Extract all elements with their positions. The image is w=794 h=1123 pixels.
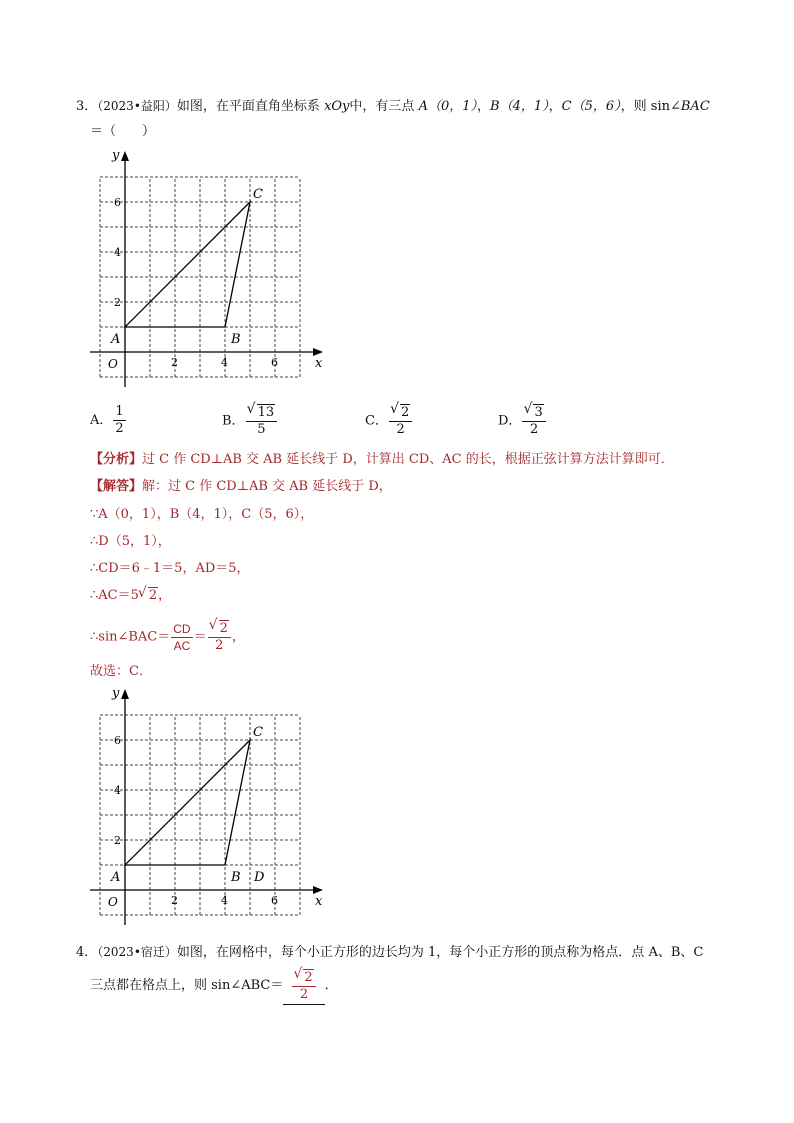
step4-post: ， [158,588,172,603]
step5-radicand: 2 [219,621,228,636]
step5-post: ， [231,629,245,645]
q3-stem-text2: 中，有三点 [349,99,415,114]
analysis-text: 过 C 作 CD⊥AB 交 AB 延长线于 D，计算出 CD、AC 的长，根据正弦计算方法计算即可． [142,452,674,467]
q4-text-end: ． [324,978,338,993]
solution-head: 解：过 C 作 CD⊥AB 交 AB 延长线于 D， [142,479,392,494]
y-tick-label-2: 2 [114,296,121,309]
step5-fraction-num: CD [173,621,191,636]
option-a-fraction [113,404,125,437]
y-axis-label: y [112,148,120,163]
q3-axes-name: xOy [324,99,350,114]
option-a-label: A． [90,413,113,428]
point-d-label: D [254,870,265,885]
origin-label: O [108,895,118,909]
option-c-radicand: 2 [400,405,410,420]
step5-fraction-den: AC [173,638,191,653]
triangle-abc [125,740,250,865]
option-d-den: 2 [529,422,539,437]
coordinate-graph-2 [88,683,328,928]
option-d[interactable] [498,404,547,438]
solution-step-1: ∵A（0，1），B（4，1），C（5，6）， [90,507,314,522]
solution-line [90,477,392,497]
x-tick-label-2: 2 [171,356,178,369]
point-b-label: B [231,332,241,347]
step4-pre: ∴AC＝5 [90,588,139,603]
option-c-fraction [389,404,412,438]
x-tick-label-2: 2 [171,894,178,907]
step5-eq: ＝ [193,629,207,645]
solution-tag: 【解答】 [90,479,143,494]
x-tick-label-6: 6 [271,356,278,369]
x-tick-label-6: 6 [271,894,278,907]
option-a[interactable] [90,404,127,437]
option-b-radicand: 13 [257,405,275,420]
q4-answer-radicand: 2 [304,969,313,985]
option-d-fraction [522,404,545,438]
solution-step-2: ∴D（5，1）， [90,534,171,549]
step4-radicand: 2 [148,588,158,603]
option-d-radicand: 3 [534,405,543,420]
q4-text-1: 如图，在网格中，每个小正方形的边长均为 1，每个小正方形的顶点称为格点．点 A、B、C [176,945,704,960]
q3-stem-end: ，则 sin∠ [620,99,681,114]
y-tick-label-6: 6 [114,196,121,209]
coordinate-graph-1 [88,145,328,390]
point-c-label: C [253,187,263,202]
y-tick-label-6: 6 [114,734,121,747]
option-c-label: C． [365,413,388,429]
option-b-fraction [246,404,278,438]
q4-answer-den: 2 [299,986,309,1002]
x-axis-arrow [313,348,323,356]
q3-number: 3． [76,99,98,114]
q3-point-b: B（4，1） [490,99,549,114]
option-a-num: 1 [115,404,124,419]
point-b-label: B [231,870,241,885]
y-tick-label-4: 4 [114,784,121,797]
q4-line2 [90,968,338,1005]
y-tick-label-4: 4 [114,246,121,259]
option-c[interactable] [365,404,413,438]
option-a-den: 2 [115,421,124,436]
point-a-label: A [111,332,121,347]
step5-pre: ∴sin∠BAC＝ [90,629,171,645]
triangle-abc [125,202,250,327]
solution-step-5 [90,620,245,655]
x-axis-arrow [313,886,323,894]
option-b-den: 5 [257,422,266,437]
q4-text-2: 三点都在格点上，则 sin∠ABC＝ [90,978,284,993]
x-axis-label: x [315,356,323,371]
q4-source: （2023•宿迁） [97,945,177,959]
option-b-label: B． [222,413,245,429]
q3-point-a: A（0，1） [418,99,477,114]
y-axis-arrow [121,151,129,161]
x-tick-label-4: 4 [221,356,228,369]
analysis-tag: 【分析】 [90,452,143,467]
x-tick-label-4: 4 [221,894,228,907]
origin-label: O [108,357,118,371]
point-c-label: C [253,725,263,740]
q3-stem-line1: 3．（2023•益阳）如图，在平面直角坐标系 xOy中，有三点 A（0，1），B（4，1），C（5，6），则 sin∠BAC [76,99,710,114]
q4-number: 4． [76,945,98,960]
y-axis-label: y [112,686,120,701]
q3-paren: ＝（ ） [90,124,156,139]
y-tick-label-2: 2 [114,834,121,847]
q4-line1 [76,942,703,963]
option-b[interactable] [222,404,278,438]
q3-source: （2023•益阳） [97,99,177,113]
point-a-label: A [111,870,121,885]
option-d-label: D． [498,413,522,429]
solution-step-3: ∴CD＝6﹣1＝5，AD＝5， [90,561,250,576]
x-axis-label: x [315,894,323,909]
q3-point-c: C（5，6） [561,99,621,114]
step5-den: 2 [215,638,224,653]
choice-line: 故选：C． [90,664,152,679]
q3-angle: BAC [680,99,710,114]
solution-step-4 [90,586,171,606]
y-axis-arrow [121,689,129,699]
analysis-line [90,450,674,470]
q4-answer-blank[interactable] [283,968,324,1005]
q3-stem-text: 如图，在平面直角坐标系 [176,99,320,114]
option-c-den: 2 [396,422,405,437]
